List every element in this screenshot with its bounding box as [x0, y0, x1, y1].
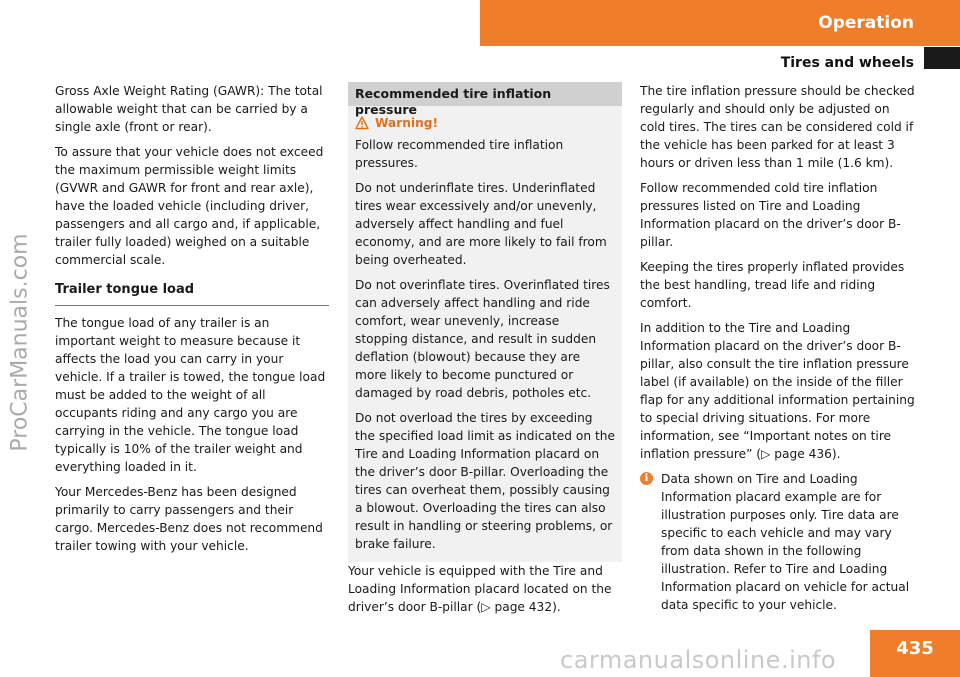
- paragraph: To assure that your vehicle does not exceed the maximum permissible weight limits (GVWR and GAWR for front and rear axle), have the loaded vehicle (including driver, passengers and all cargo and, if applicable, trailer fully loaded) weighed on a suitable commercial scale.: [55, 145, 324, 267]
- warning-text: Follow recommended tire inflation pressures.: [355, 138, 564, 170]
- info-icon: i: [640, 472, 653, 485]
- paragraph: Your Mercedes-Benz has been designed primarily to carry passengers and their cargo. Mercedes-Benz does not recommend trailer towing with your vehicle.: [55, 485, 323, 553]
- paragraph: Your vehicle is equipped with the Tire and Loading Information placard located on the driver’s door B-pillar (▷ page 432).: [348, 564, 612, 614]
- paragraph: In addition to the Tire and Loading Information placard on the driver’s door B-pillar, also consult the tire inflation pressure label (if available) on the inside of the filler flap for any additional information pertaining to special driving situations. For more information, see “Important notes on tire inflation pressure” (▷ page 436).: [640, 321, 915, 461]
- subheading-trailer-tongue-load: Trailer tongue load: [55, 281, 329, 306]
- note-text: Data shown on Tire and Loading Information placard example are for illustration purposes only. Tire data are specific to each vehicle and may vary from data shown in the following illustration. Refer to Tire and Loading Information placard on vehicle for actual data specific to your vehicle.: [661, 472, 910, 612]
- warning-text: Do not overinflate tires. Overinflated tires can adversely affect handling and ride comfort, wear unevenly, increase stopping distance, and result in sudden deflation (blowout) because they are more likely to become punctured or damaged by road debris, potholes etc.: [355, 278, 610, 400]
- column-middle: [348, 82, 622, 623]
- box-title: Recommended tire inflation pressure: [348, 82, 622, 106]
- box-body: [348, 106, 622, 562]
- warning-box: [348, 82, 622, 562]
- section-marker: [924, 47, 960, 69]
- paragraph: The tire inflation pressure should be checked regularly and should only be adjusted on cold tires. The tires can be considered cold if the vehicle has been parked for at least 3 hours or driven less than 1 mile (1.6 km).: [640, 84, 915, 170]
- watermark-left: ProCarManuals.com: [7, 233, 33, 452]
- warning-text: Do not overload the tires by exceeding the specified load limit as indicated on the Tire and Loading Information placard on the driver’s door B-pillar. Overloading the tires can overheat them, possibly causing a blowout. Overloading the tires can also result in handling or steering problems, or brake failure.: [355, 411, 615, 551]
- paragraph: Gross Axle Weight Rating (GAWR): The total allowable weight that can be carried by a single axle (front or rear).: [55, 84, 323, 134]
- chapter-title: Operation: [818, 13, 914, 33]
- column-left: [55, 82, 329, 562]
- warning-heading: [355, 114, 615, 132]
- paragraph: Keeping the tires properly inflated provides the best handling, tread life and riding comfort.: [640, 260, 905, 310]
- page-number: [870, 630, 960, 677]
- column-right: [640, 82, 916, 614]
- page-number-text: 435: [896, 638, 934, 659]
- section-title: Tires and wheels: [780, 55, 914, 71]
- watermark-bottom: carmanualsonline.info: [560, 646, 837, 674]
- paragraph: Follow recommended cold tire inflation pressures listed on Tire and Loading Information placard on the driver’s door B-pillar.: [640, 181, 901, 249]
- warning-triangle-icon: [355, 116, 369, 130]
- warning-label: Warning!: [375, 116, 439, 130]
- chapter-tab: [480, 0, 960, 46]
- info-note: [640, 470, 916, 614]
- paragraph: The tongue load of any trailer is an important weight to measure because it affects the load you can carry in your vehicle. If a trailer is towed, the tongue load must be added to the weight of all occupants riding and any cargo you are carrying in the vehicle. The tongue load typically is 10% of the trailer weight and everything loaded in it.: [55, 316, 326, 474]
- warning-text: Do not underinflate tires. Underinflated tires wear excessively and/or unevenly, adversely affect handling and fuel economy, and are more likely to fail from being overheated.: [355, 181, 607, 267]
